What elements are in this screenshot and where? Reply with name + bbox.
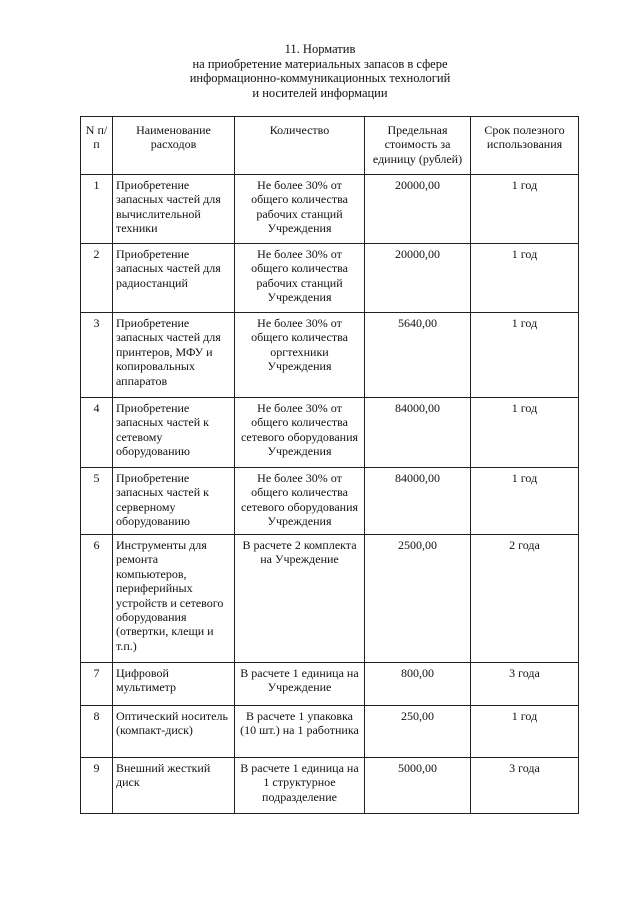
cell-term: 1 год (471, 244, 579, 313)
cell-num: 3 (81, 313, 113, 398)
table-row (81, 468, 579, 535)
cell-price: 5000,00 (365, 758, 471, 814)
title-line-1: 11. Норматив (284, 42, 356, 56)
header-term: Срок полезного использования (471, 117, 579, 175)
cell-term: 1 год (471, 398, 579, 468)
cell-name: Внешний жесткий диск (113, 758, 235, 814)
cell-term: 3 года (471, 663, 579, 706)
table-row (81, 313, 579, 398)
cell-num: 4 (81, 398, 113, 468)
cell-qty: Не более 30% от общего количества сетевого оборудования Учреждения (235, 468, 365, 535)
cell-name: Инструменты для ремонта компьютеров, периферийных устройств и сетевого оборудования (отвертки, клещи и т.п.) (113, 535, 235, 663)
cell-price: 20000,00 (365, 175, 471, 244)
table-row (81, 398, 579, 468)
cell-name: Приобретение запасных частей для принтеров, МФУ и копировальных аппаратов (113, 313, 235, 398)
cell-num: 9 (81, 758, 113, 814)
title-line-2: на приобретение материальных запасов в сфере (192, 56, 448, 71)
table-row (81, 175, 579, 244)
cell-qty: Не более 30% от общего количества рабочих станций Учреждения (235, 175, 365, 244)
cell-qty: Не более 30% от общего количества сетевого оборудования Учреждения (235, 398, 365, 468)
table-row (81, 663, 579, 706)
cell-name: Оптический носитель (компакт-диск) (113, 706, 235, 758)
cell-qty: Не более 30% от общего количества оргтехники Учреждения (235, 313, 365, 398)
cell-price: 250,00 (365, 706, 471, 758)
cell-name: Цифровой мультиметр (113, 663, 235, 706)
cell-num: 8 (81, 706, 113, 758)
cell-price: 84000,00 (365, 398, 471, 468)
table-header-row (81, 117, 579, 175)
cell-name: Приобретение запасных частей для радиостанций (113, 244, 235, 313)
cell-qty: В расчете 2 комплекта на Учреждение (235, 535, 365, 663)
header-price: Предельная стоимость за единицу (рублей) (365, 117, 471, 175)
table-row (81, 244, 579, 313)
table-row (81, 758, 579, 814)
document-title (0, 42, 640, 100)
cell-num: 7 (81, 663, 113, 706)
header-qty: Количество (235, 117, 365, 175)
header-num: N п/п (81, 117, 113, 175)
title-line-4: и носителей информации (252, 85, 388, 100)
cell-price: 20000,00 (365, 244, 471, 313)
table-row (81, 706, 579, 758)
cell-qty: В расчете 1 упаковка (10 шт.) на 1 работника (235, 706, 365, 758)
cell-price: 800,00 (365, 663, 471, 706)
cell-price: 5640,00 (365, 313, 471, 398)
cell-num: 5 (81, 468, 113, 535)
cell-qty: В расчете 1 единица на Учреждение (235, 663, 365, 706)
cell-price: 84000,00 (365, 468, 471, 535)
cell-term: 1 год (471, 313, 579, 398)
cell-qty: В расчете 1 единица на 1 структурное подразделение (235, 758, 365, 814)
title-line-3: информационно-коммуникационных технологий (189, 71, 451, 85)
cell-term: 1 год (471, 706, 579, 758)
cell-num: 6 (81, 535, 113, 663)
cell-price: 2500,00 (365, 535, 471, 663)
cell-name: Приобретение запасных частей к серверному оборудованию (113, 468, 235, 535)
cell-term: 2 года (471, 535, 579, 663)
cell-term: 3 года (471, 758, 579, 814)
table-row (81, 535, 579, 663)
header-name: Наименование расходов (113, 117, 235, 175)
cell-term: 1 год (471, 468, 579, 535)
cell-num: 1 (81, 175, 113, 244)
cell-name: Приобретение запасных частей к сетевому оборудованию (113, 398, 235, 468)
cell-name: Приобретение запасных частей для вычислительной техники (113, 175, 235, 244)
norm-table (80, 116, 579, 814)
cell-qty: Не более 30% от общего количества рабочих станций Учреждения (235, 244, 365, 313)
cell-term: 1 год (471, 175, 579, 244)
cell-num: 2 (81, 244, 113, 313)
